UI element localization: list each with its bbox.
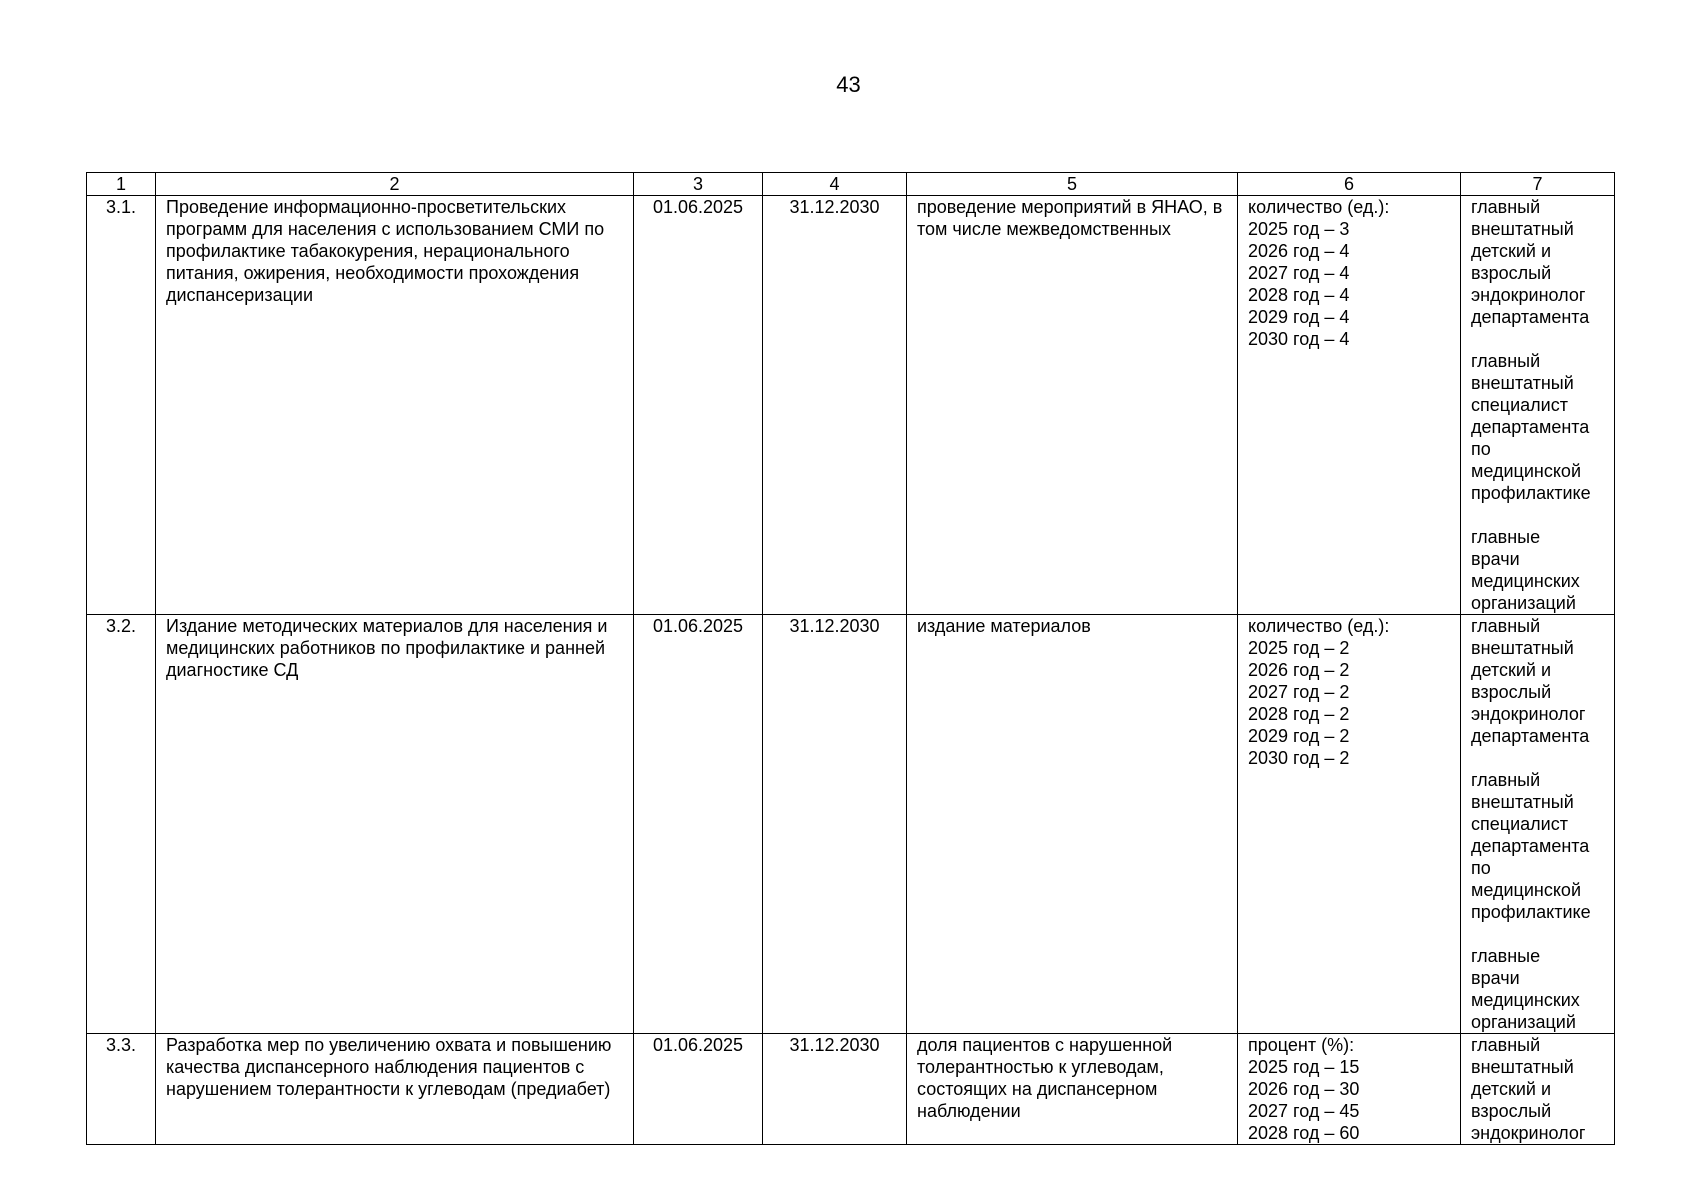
- responsible-line: медицинских: [1471, 571, 1580, 591]
- start-date-cell: 01.06.2025: [634, 1034, 763, 1145]
- plan-table: [86, 172, 1615, 1145]
- indicator-line: 2026 год – 2: [1248, 660, 1350, 680]
- indicator-cell: [1238, 196, 1461, 615]
- responsible-line: по: [1471, 439, 1491, 459]
- result-cell: издание материалов: [907, 615, 1238, 1034]
- responsible-line: департамента: [1471, 726, 1590, 746]
- indicator-line: 2027 год – 45: [1248, 1101, 1360, 1121]
- header-cell: 2: [156, 173, 634, 196]
- indicator-line: 2025 год – 2: [1248, 638, 1350, 658]
- group-spacer: [1471, 747, 1604, 769]
- start-date-cell: 01.06.2025: [634, 196, 763, 615]
- table-row: [87, 615, 1615, 1034]
- responsible-line: медицинских: [1471, 990, 1580, 1010]
- responsible-line: профилактике: [1471, 483, 1591, 503]
- responsible-line: организаций: [1471, 1012, 1576, 1032]
- responsible-line: эндокринолог: [1471, 704, 1586, 724]
- responsible-line: внештатный: [1471, 373, 1574, 393]
- header-cell: 1: [87, 173, 156, 196]
- responsible-line: главный: [1471, 351, 1541, 371]
- indicator-line: 2025 год – 3: [1248, 219, 1350, 239]
- header-cell: 4: [763, 173, 907, 196]
- header-cell: 6: [1238, 173, 1461, 196]
- row-number-cell: 3.2.: [87, 615, 156, 1034]
- responsible-line: детский и: [1471, 660, 1551, 680]
- end-date-cell: 31.12.2030: [763, 196, 907, 615]
- indicator-line: 2029 год – 4: [1248, 307, 1350, 327]
- indicator-line: 2028 год – 2: [1248, 704, 1350, 724]
- responsible-line: по: [1471, 858, 1491, 878]
- start-date-cell: 01.06.2025: [634, 615, 763, 1034]
- result-cell: проведение мероприятий в ЯНАО, в том числе межведомственных: [907, 196, 1238, 615]
- responsible-cell: [1461, 615, 1615, 1034]
- responsible-line: департамента: [1471, 417, 1590, 437]
- page-number: 43: [836, 72, 861, 97]
- responsible-line: главные: [1471, 527, 1541, 547]
- responsible-line: медицинской: [1471, 880, 1581, 900]
- responsible-line: эндокринолог: [1471, 285, 1586, 305]
- indicator-line: 2026 год – 4: [1248, 241, 1350, 261]
- responsible-line: медицинской: [1471, 461, 1581, 481]
- group-spacer: [1471, 923, 1604, 945]
- indicator-line: 2030 год – 2: [1248, 748, 1350, 768]
- responsible-line: детский и: [1471, 1079, 1551, 1099]
- header-row: [87, 173, 1615, 196]
- responsible-line: профилактике: [1471, 902, 1591, 922]
- end-date-cell: 31.12.2030: [763, 1034, 907, 1145]
- indicator-line: 2030 год – 4: [1248, 329, 1350, 349]
- responsible-line: главный: [1471, 1035, 1541, 1055]
- responsible-line: врачи: [1471, 549, 1520, 569]
- indicator-cell: [1238, 1034, 1461, 1145]
- responsible-line: специалист: [1471, 814, 1568, 834]
- responsible-line: взрослый: [1471, 263, 1552, 283]
- table-row: [87, 196, 1615, 615]
- indicator-line: количество (ед.):: [1248, 197, 1390, 217]
- indicator-line: 2027 год – 4: [1248, 263, 1350, 283]
- indicator-cell: [1238, 615, 1461, 1034]
- responsible-line: внештатный: [1471, 219, 1574, 239]
- header-cell: 3: [634, 173, 763, 196]
- responsible-line: взрослый: [1471, 682, 1552, 702]
- responsible-line: главный: [1471, 770, 1541, 790]
- indicator-line: 2028 год – 4: [1248, 285, 1350, 305]
- responsible-line: департамента: [1471, 307, 1590, 327]
- responsible-line: врачи: [1471, 968, 1520, 988]
- indicator-line: количество (ед.):: [1248, 616, 1390, 636]
- responsible-line: внештатный: [1471, 638, 1574, 658]
- responsible-line: главный: [1471, 197, 1541, 217]
- responsible-cell: [1461, 1034, 1615, 1145]
- responsible-line: специалист: [1471, 395, 1568, 415]
- indicator-line: 2025 год – 15: [1248, 1057, 1360, 1077]
- group-spacer: [1471, 328, 1604, 350]
- header-cell: 7: [1461, 173, 1615, 196]
- responsible-line: детский и: [1471, 241, 1551, 261]
- group-spacer: [1471, 504, 1604, 526]
- indicator-line: 2029 год – 2: [1248, 726, 1350, 746]
- result-cell: доля пациентов с нарушенной толерантностью к углеводам, состоящих на диспансерном наблюдении: [907, 1034, 1238, 1145]
- responsible-cell: [1461, 196, 1615, 615]
- responsible-line: внештатный: [1471, 1057, 1574, 1077]
- responsible-line: взрослый: [1471, 1101, 1552, 1121]
- row-number-cell: 3.3.: [87, 1034, 156, 1145]
- responsible-line: внештатный: [1471, 792, 1574, 812]
- activity-cell: Разработка мер по увеличению охвата и повышению качества диспансерного наблюдения пациентов с нарушением толерантности к углеводам (предиабет): [156, 1034, 634, 1145]
- activity-cell: Проведение информационно-просветительских программ для населения с использованием СМИ по профилактике табакокурения, нерационального питания, ожирения, необходимости прохождения диспансеризации: [156, 196, 634, 615]
- responsible-line: департамента: [1471, 836, 1590, 856]
- indicator-line: 2027 год – 2: [1248, 682, 1350, 702]
- end-date-cell: 31.12.2030: [763, 615, 907, 1034]
- responsible-line: главные: [1471, 946, 1541, 966]
- activity-cell: Издание методических материалов для населения и медицинских работников по профилактике и ранней диагностике СД: [156, 615, 634, 1034]
- row-number-cell: 3.1.: [87, 196, 156, 615]
- responsible-line: эндокринолог: [1471, 1123, 1586, 1143]
- responsible-line: организаций: [1471, 593, 1576, 613]
- responsible-line: главный: [1471, 616, 1541, 636]
- header-cell: 5: [907, 173, 1238, 196]
- indicator-line: процент (%):: [1248, 1035, 1355, 1055]
- table-row: [87, 1034, 1615, 1145]
- indicator-line: 2028 год – 60: [1248, 1123, 1360, 1143]
- indicator-line: 2026 год – 30: [1248, 1079, 1360, 1099]
